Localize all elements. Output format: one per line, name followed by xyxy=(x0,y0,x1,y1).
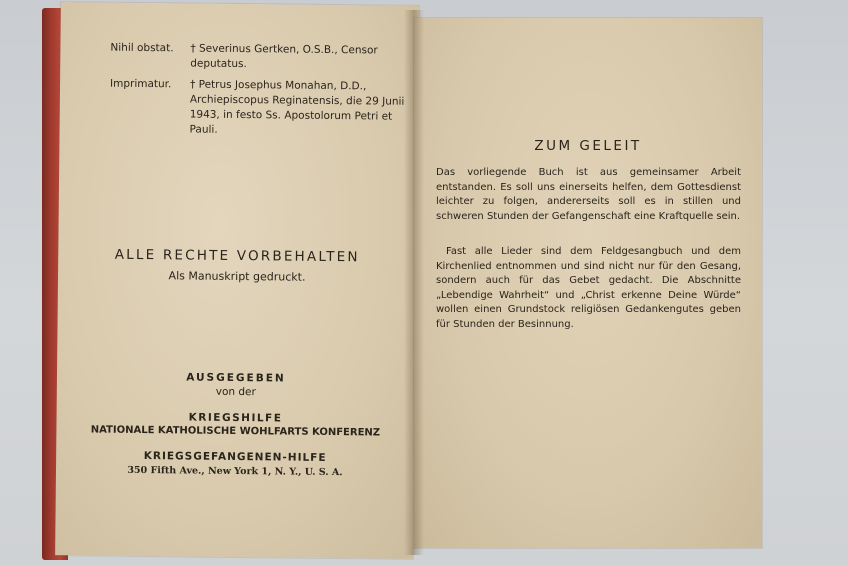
nihil-obstat-text: † Severinus Gertken, O.S.B., Censor deputatus. xyxy=(190,42,378,71)
published-heading: AUSGEGEBEN xyxy=(186,371,286,385)
rights-notice xyxy=(58,246,416,285)
org-conference: NATIONALE KATHOLISCHE WOHLFARTS KONFERENZ xyxy=(90,424,381,439)
right-page xyxy=(414,18,762,548)
org-kriegshilfe: KRIEGSHILFE xyxy=(188,411,283,425)
org-pow-aid: KRIEGSGEFANGENEN-HILFE xyxy=(143,450,327,464)
imprimatur-text: † Petrus Josephus Monahan, D.D., Archiepiscopus Reginatensis, die 29 Junii 1943, in festo Ss. Apostolorum Petri et Pauli. xyxy=(189,78,405,136)
foreword-paragraph-1: Das vorliegende Buch ist aus gemeinsamer Arbeit entstanden. Es soll uns einerseits helfen, dem Gottesdienst leichter zu folgen, andererseits soll es in stillen und schweren Stunden der Gefangenschaft eine Kraftquelle sein. xyxy=(436,167,741,222)
rights-title: ALLE RECHTE VORBEHALTEN xyxy=(114,246,360,266)
publisher-address: 350 Fifth Ave., New York 1, N. Y., U. S. A. xyxy=(127,464,343,479)
imprimatur-label: Imprimatur. xyxy=(109,77,172,91)
foreword-paragraph-2: Fast alle Lieder sind dem Feldgesangbuch und dem Kirchenlied entnommen und sind nicht nur für den Gesang, sondern auch für das Gebet gedacht. Die Abschnitte „Lebendige Wahrheit“ und „Christ erkenne Deine Würde“ wollen einen Grundstock religiösen Gedankengutes geben für Stunden der Besinnung. xyxy=(436,246,741,330)
published-by: von der xyxy=(215,385,256,399)
nihil-obstat-label: Nihil obstat. xyxy=(110,41,174,55)
imprimatur-row xyxy=(109,77,410,140)
approval-block xyxy=(109,41,410,146)
book-gutter xyxy=(404,10,424,555)
nihil-obstat-row xyxy=(110,41,410,74)
publisher-block xyxy=(56,370,415,479)
foreword-title: ZUM GELEIT xyxy=(534,138,642,154)
rights-subtitle: Als Manuskript gedruckt. xyxy=(168,269,306,284)
left-page xyxy=(55,2,419,559)
